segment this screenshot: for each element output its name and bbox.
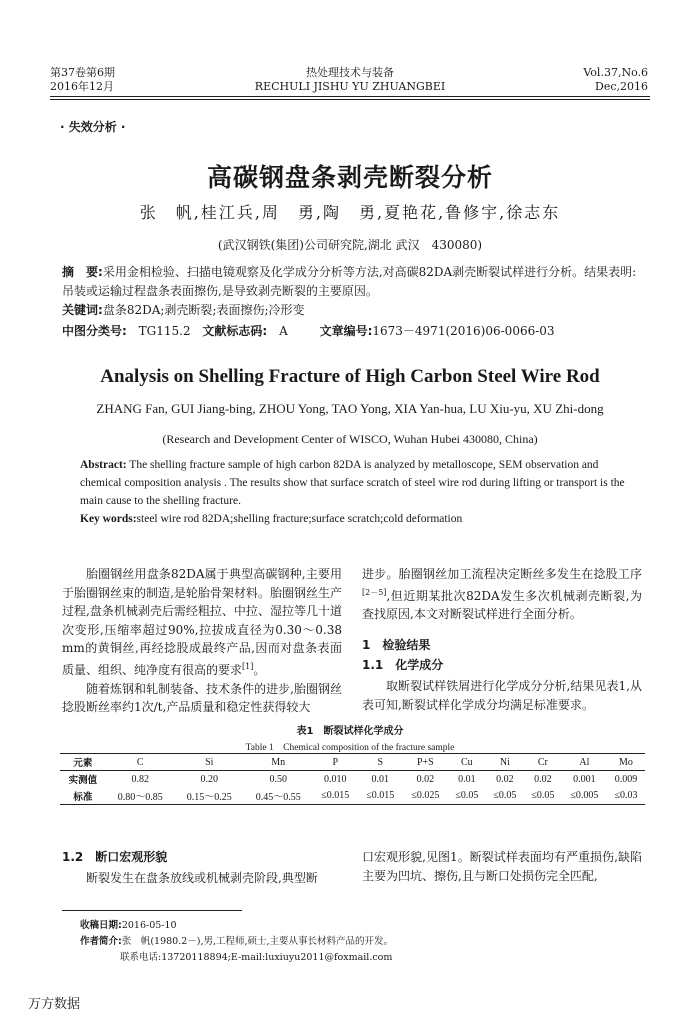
keywords-cn-label: 关键词:: [62, 303, 103, 317]
keywords-en-para: [80, 510, 635, 528]
table-cell: ≤0.05: [531, 790, 555, 801]
journal-name-cn: 热处理技术与装备: [306, 66, 394, 79]
doc-code-label: 文献标志码:: [202, 324, 268, 338]
article-no-value: 1673－4971(2016)06-0066-03: [372, 324, 555, 338]
body-column-left: [62, 565, 342, 717]
body-paragraph: 口宏观形貌,见图1。断裂试样表面均有严重损伤,缺陷主要为凹坑、擦伤,且与断口处损伤完全匹配,: [362, 850, 642, 883]
section-tag: · 失效分析 ·: [60, 120, 126, 134]
citation-ref: [2－5]: [362, 587, 387, 597]
body-paragraph: 断裂发生在盘条放线或机械剥壳阶段,典型断: [86, 870, 318, 885]
body-text: 胎圈钢丝用盘条82DA属于典型高碳钢种,主要用于胎圈钢丝束的制造,是轮胎骨架材料。胎圈钢丝生产过程,盘条机械剥壳后需经粗拉、中拉、湿拉等几十道次变形,压缩率超过90%,拉拔成直径为0.30～0.38 mm的黄铜丝,再经捻股成最终产品,因而对盘条表面质量、组织、纯净度有很高的要求: [62, 567, 342, 677]
subsection-heading: 1.1 化学成分: [362, 658, 444, 673]
table-cell: ≤0.05: [455, 790, 479, 801]
body-text: 进步。胎圈钢丝加工流程决定断丝多发生在捻股工序: [362, 567, 642, 581]
body-paragraph: 随着炼钢和轧制装备、技术条件的进步,胎圈钢丝捻股断丝率约1次/t,产品质量和稳定性获得较大: [62, 681, 342, 715]
table-cell: ≤0.005: [570, 790, 599, 801]
volume-issue: 第37卷第6期: [50, 66, 115, 79]
body-column-right-lower: [362, 848, 642, 885]
table-cell: 0.001: [573, 773, 596, 785]
table-header-cell: Ni: [499, 756, 510, 768]
header-rule: [50, 96, 650, 97]
article-no-label: 文章编号:: [319, 324, 373, 338]
table-cell: 0.82: [131, 773, 149, 785]
authors-cn: 张 帆,桂江兵,周 勇,陶 勇,夏艳花,鲁修宇,徐志东: [139, 203, 561, 222]
table-header-cell: Si: [205, 756, 214, 768]
table-cell: 0.02: [416, 773, 435, 785]
abstract-cn-text: 采用金相检验、扫描电镜观察及化学成分分析等方法,对高碳82DA剥壳断裂试样进行分析。结果表明:吊装或运输过程盘条表面擦伤,是导致剥壳断裂的主要原因。: [62, 265, 637, 298]
table-cell: ≤0.015: [321, 790, 350, 801]
body-paragraph: [62, 565, 342, 680]
affiliation-cn: (武汉钢铁(集团)公司研究院,湖北 武汉 430080): [217, 238, 483, 252]
subsection-heading: 1.2 断口宏观形貌: [62, 850, 168, 864]
keywords-cn-para: [62, 301, 647, 320]
author-bio: [80, 934, 393, 950]
paper-title-en: Analysis on Shelling Fracture of High Carbon Steel Wire Rod: [100, 366, 600, 387]
table-cell: 0.009: [614, 773, 638, 785]
table-title-cn: 表1 断裂试样化学成分: [296, 726, 404, 737]
issue-date-en: Dec,2016: [595, 80, 648, 93]
abstract-cn: [62, 263, 647, 320]
table-cell: 实测值: [68, 775, 98, 786]
table-cell: 0.80～0.85: [117, 792, 163, 803]
table-cell: 0.01: [371, 773, 390, 785]
source-watermark: 万方数据: [28, 997, 81, 1012]
received-date: [80, 918, 393, 934]
journal-name-pinyin: RECHULI JISHU YU ZHUANGBEI: [254, 80, 446, 93]
section-heading: 1 检验结果: [362, 637, 431, 652]
classification-meta: [62, 322, 647, 339]
body-column-right: [362, 565, 642, 714]
table-cell: 0.20: [200, 773, 218, 785]
citation-ref: [1]: [242, 661, 254, 671]
author-bio-value: 张 帆(1980.2－),男,工程师,硕士,主要从事长材料产品的开发。: [121, 936, 394, 947]
table-cell: ≤0.05: [493, 790, 517, 801]
table-cell: 0.02: [496, 773, 514, 785]
contact-info: 联系电话:13720118894;E-mail:luxiuyu2011@foxmail.com: [120, 952, 393, 963]
footnote: [80, 918, 393, 966]
table-header-cell: P: [332, 756, 339, 768]
chemical-composition-table: [60, 753, 645, 805]
table-header-cell: Cr: [537, 756, 548, 768]
abstract-en-para: [80, 456, 635, 510]
table-cell: 标准: [73, 791, 93, 803]
keywords-en-label: Key words:: [80, 513, 137, 525]
header-rule-thin: [50, 99, 650, 100]
affiliation-en: (Research and Development Center of WISCO, Wuhan Hubei 430080, China): [162, 432, 538, 446]
author-bio-label: 作者简介:: [80, 936, 122, 947]
clc-value: TG115.2: [138, 324, 191, 338]
table-cell: 0.50: [269, 773, 287, 785]
abstract-en: [80, 456, 635, 528]
table-header-cell: 元素: [73, 758, 93, 769]
body-column-left-lower: [62, 848, 342, 887]
table-title-en: Table 1 Chemical composition of the fracture sample: [245, 743, 455, 753]
table-header-cell: Mn: [271, 756, 286, 768]
table-cell: 0.010: [323, 773, 347, 785]
table-header-cell: Mo: [619, 756, 633, 768]
authors-en: ZHANG Fan, GUI Jiang-bing, ZHOU Yong, TAO Yong, XIA Yan-hua, LU Xiu-yu, XU Zhi-dong: [96, 401, 604, 416]
abstract-cn-label: 摘 要:: [62, 265, 103, 279]
journal-issue-info-en: [583, 66, 648, 94]
issue-date: 2016年12月: [50, 80, 114, 93]
table-cell: 0.45～0.55: [255, 792, 301, 803]
paper-title-cn: 高碳钢盘条剥壳断裂分析: [206, 163, 493, 192]
table-cell: 0.15～0.25: [186, 792, 232, 803]
table-cell: ≤0.015: [366, 790, 395, 801]
keywords-cn-text: 盘条82DA;剥壳断裂;表面擦伤;冷形变: [102, 303, 305, 317]
table-row: [60, 771, 645, 788]
table-cell: ≤0.025: [411, 790, 440, 801]
abstract-cn-para: [62, 263, 647, 301]
table-cell: ≤0.03: [614, 790, 638, 801]
footnote-rule: [62, 910, 242, 911]
received-value: 2016-05-10: [121, 920, 177, 931]
keywords-en-text: steel wire rod 82DA;shelling fracture;surface scratch;cold deformation: [136, 513, 463, 525]
table-header-cell: Cu: [461, 756, 473, 768]
table-header-cell: P+S: [416, 756, 434, 768]
table-header-cell: C: [136, 756, 144, 768]
doc-code-value: A: [279, 324, 288, 338]
table-cell: 0.01: [458, 773, 476, 785]
table-cell: 0.02: [534, 773, 552, 785]
body-paragraph: [362, 565, 642, 624]
body-paragraph: 取断裂试样铁屑进行化学成分分析,结果见表1,从表可知,断裂试样化学成分均满足标准要求。: [362, 678, 642, 712]
body-text: ,但近期某批次82DA发生多次机械剥壳断裂,为查找原因,本文对断裂试样进行全面分析。: [362, 588, 642, 622]
abstract-en-text: The shelling fracture sample of high carbon 82DA is analyzed by metalloscope, SEM observation and chemical composition analysis . The results show that surface scratch of steel wire rod during lifting or transport is the main cause to the shelling fracture.: [80, 459, 625, 507]
received-label: 收稿日期:: [80, 920, 122, 931]
volume-issue-en: Vol.37,No.6: [583, 66, 648, 79]
body-text-end: 。: [253, 662, 266, 677]
table-header-cell: Al: [579, 756, 590, 768]
table-header-row: [60, 754, 645, 771]
table-row: [60, 787, 645, 805]
table-header-cell: S: [377, 756, 384, 768]
clc-label: 中图分类号:: [62, 324, 127, 338]
abstract-en-label: Abstract:: [80, 459, 127, 471]
